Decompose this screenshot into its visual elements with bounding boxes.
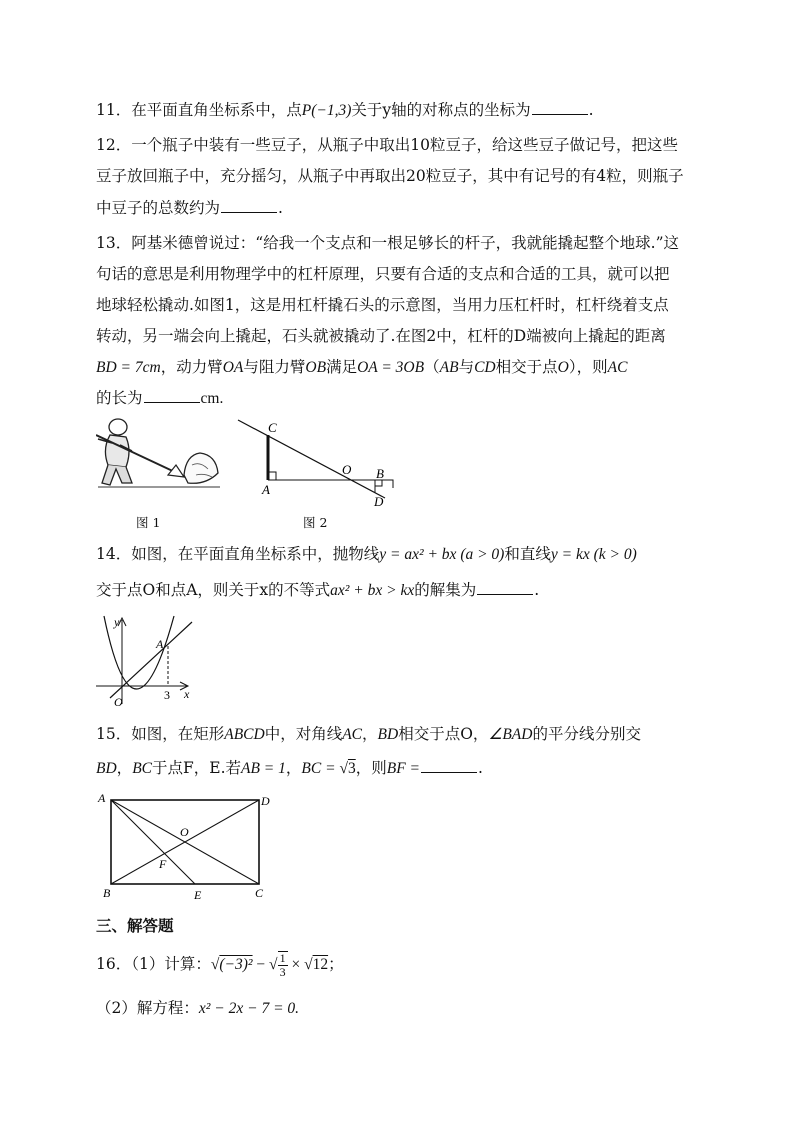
q14-graph <box>96 612 196 708</box>
label-c: C <box>255 886 264 900</box>
point-p: P(−1,3) <box>301 102 352 119</box>
q15-rectangle-figure <box>96 790 276 902</box>
answer-blank[interactable] <box>532 100 588 115</box>
figure-2-caption: 图 2 <box>303 515 328 530</box>
answer-blank[interactable] <box>144 388 200 403</box>
label-x: x <box>184 687 190 701</box>
figure-body <box>105 435 129 467</box>
label-b: B <box>376 466 384 481</box>
question-15-line-1: 15．如图，在矩形ABCD中，对角线AC，BD相交于点O，∠BAD的平分线分别交 <box>96 725 641 743</box>
figure-1-lever-illustration <box>96 415 221 495</box>
answer-blank[interactable] <box>421 758 477 773</box>
section-3-heading: 三、解答题 <box>96 916 174 935</box>
label-a: A <box>262 482 270 497</box>
figure-2-lever-diagram <box>230 418 410 508</box>
label-c: C <box>268 420 277 435</box>
question-13-line-4: 转动，另一端会向上撬起，石头就被撬动了.在图2中，杠杆的D端被向上撬起的距离 <box>96 327 666 345</box>
label-o: O <box>180 825 189 839</box>
label-o: O <box>342 462 352 477</box>
figure-head <box>109 419 127 435</box>
question-12-line-1: 12．一个瓶子中装有一些豆子，从瓶子中取出10粒豆子，给这些豆子做记号，把这些 <box>96 136 678 154</box>
sqrt-12: √12 <box>304 956 329 973</box>
figure-legs <box>102 465 132 485</box>
question-13-line-5: BD = 7cm，动力臂OA与阻力臂OB满足OA = 3OB（AB与CD相交于点O），则AC <box>96 358 628 376</box>
label-e: E <box>194 888 202 902</box>
label-a: A <box>98 791 106 805</box>
label-d: D <box>261 794 270 808</box>
answer-blank[interactable] <box>477 580 533 595</box>
question-12-line-2: 豆子放回瓶子中，充分摇匀，从瓶子中再取出20粒豆子，其中有记号的有4粒，则瓶子 <box>96 167 684 185</box>
question-11: 11．在平面直角坐标系中，点P(−1,3)关于y轴的对称点的坐标为 . <box>96 101 594 119</box>
question-12-line-3: 中豆子的总数约为 . <box>96 199 283 217</box>
label-a: A <box>156 637 164 651</box>
label-3: 3 <box>164 688 170 702</box>
sqrt-expression: √(−3)² <box>210 956 253 973</box>
question-13-line-2: 句话的意思是利用物理学中的杠杆原理，只要有合适的支点和合适的工具，就可以把 <box>96 265 670 283</box>
rock <box>184 453 218 483</box>
label-d: D <box>374 494 384 508</box>
label-f: F <box>159 857 167 871</box>
question-13-line-1: 13．阿基米德曾说过：“给我一个支点和一根足够长的杆子，我就能撬起整个地球.”这 <box>96 234 680 252</box>
segment-cd <box>238 420 385 498</box>
bisector-ae <box>111 800 195 884</box>
question-16-part-1: 16．（1）计算：√(−3)² − √ $\frac{1}{3}$ × √12； <box>96 951 344 980</box>
question-14-line-1: 14．如图，在平面直角坐标系中，抛物线y = ax² + bx (a > 0)和直线y = kx (k > 0) <box>96 545 637 563</box>
sqrt-fraction: √ $\frac{1}{3}$ <box>269 951 286 980</box>
label-o: O <box>114 695 123 708</box>
question-16-part-2: （2）解方程：x² − 2x − 7 = 0. <box>96 999 300 1017</box>
question-14-line-2: 交于点O和点A，则关于x的不等式ax² + bx > kx的解集为 . <box>96 581 540 599</box>
question-13-line-6: 的长为 cm. <box>96 389 224 407</box>
label-b: B <box>103 886 111 900</box>
question-13-line-3: 地球轻松撬动.如图1，这是用杠杆撬石头的示意图，当用力压杠杆时，杠杆绕着支点 <box>96 296 669 314</box>
figure-1-caption: 图 1 <box>136 515 161 530</box>
label-y: y <box>114 615 120 629</box>
question-15-line-2: BD，BC于点F，E.若AB = 1，BC = √3，则BF = . <box>96 759 483 777</box>
answer-blank[interactable] <box>221 198 277 213</box>
sqrt-3: √3 <box>339 760 356 777</box>
